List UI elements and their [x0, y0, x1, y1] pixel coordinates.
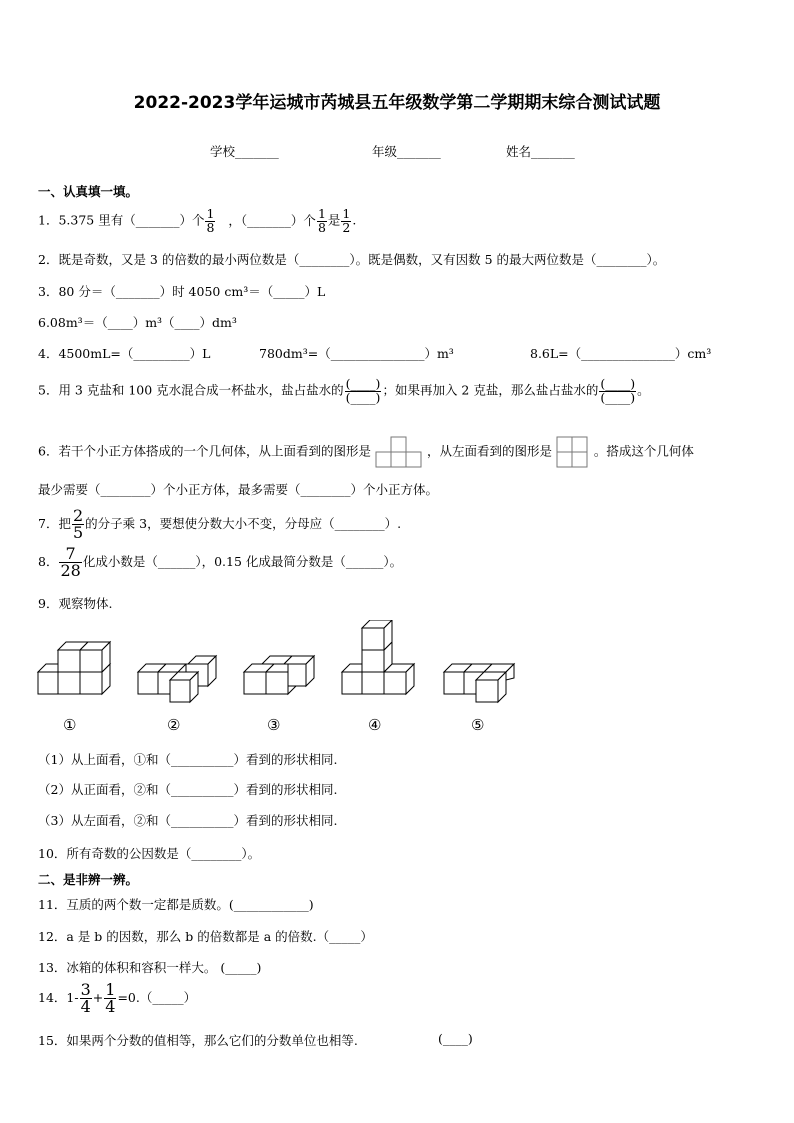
question-9: 9．观察物体. — [38, 596, 113, 611]
question-12: 12．a 是 b 的因数，那么 b 的倍数都是 a 的倍数.（_____） — [38, 929, 373, 944]
question-15-answer: (____) — [438, 1031, 473, 1046]
question-7: 7．把 $\frac{2}{5}$ 的分子乘 3，要想使分数大小不变，分母应（________）. — [38, 506, 402, 542]
name-field: 姓名_______ — [506, 144, 575, 159]
figure-1-cubes — [38, 642, 110, 694]
figure-label-4: ④ — [368, 716, 382, 734]
question-6-line-2: 最少需要（________）个小正方体，最多需要（________）个小正方体。 — [38, 482, 439, 497]
top-view-grid-icon — [375, 436, 423, 468]
figure-label-2: ② — [167, 716, 181, 734]
question-9-1: （1）从上面看，①和（__________）看到的形状相同. — [38, 752, 338, 767]
figure-5-cubes — [444, 664, 514, 702]
grade-field: 年级_______ — [372, 144, 441, 159]
figure-2-cubes — [138, 656, 216, 702]
question-11: 11．互质的两个数一定都是质数。(____________) — [38, 897, 314, 912]
figure-label-5: ⑤ — [471, 716, 485, 734]
question-4-part-3: 8.6L=（_______________）cm³ — [530, 346, 712, 361]
question-14: 14．1- $\frac{3}{4}$ + $\frac{1}{4}$ =0.（_____） — [38, 980, 197, 1016]
question-6-line-1: 6．若干个小正方体搭成的一个几何体，从上面看到的图形是 ，从左面看到的图形是 。搭成这个几何体 — [38, 436, 694, 468]
section-2-heading: 二、是非辨一辨。 — [38, 872, 139, 887]
school-field: 学校_______ — [210, 144, 279, 159]
question-2: 2．既是奇数，又是 3 的倍数的最小两位数是（________）。既是偶数，又有因数 5 的最大两位数是（________）。 — [38, 252, 666, 267]
question-9-3: （3）从左面看，②和（__________）看到的形状相同. — [38, 813, 338, 828]
figure-label-3: ③ — [267, 716, 281, 734]
question-3-line-1: 3．80 分＝（_______）时 4050 cm³＝（_____）L — [38, 284, 326, 299]
question-15: 15．如果两个分数的值相等，那么它们的分数单位也相等. — [38, 1033, 358, 1048]
question-4-part-1: 4．4500mL=（_________）L — [38, 346, 211, 361]
question-9-2: （2）从正面看，②和（__________）看到的形状相同. — [38, 782, 338, 797]
question-5: 5．用 3 克盐和 100 克水混合成一杯盐水，盐占盐水的 $\frac{(\_\_\_\_)}{(\_\_\_\_)}$ ；如果再加入 2 克盐，那么盐占盐水的 $\frac{(\_\_\_\_)}{(\_\_\_\_)}$ 。 — [38, 376, 650, 405]
question-8: 8． $\frac{7}{28}$ 化成小数是（______），0.15 化成最简分数是（______）。 — [38, 544, 403, 580]
figure-3-cubes — [244, 656, 314, 694]
question-10: 10．所有奇数的公因数是（________）。 — [38, 846, 261, 861]
section-1-heading: 一、认真填一填。 — [38, 184, 139, 199]
question-4-part-2: 780dm³=（_______________）m³ — [259, 346, 454, 361]
figure-4-cubes — [342, 620, 414, 694]
question-3-line-2: 6.08m³＝（____）m³（____）dm³ — [38, 315, 237, 330]
question-13: 13．冰箱的体积和容积一样大。 (_____) — [38, 960, 262, 975]
left-view-grid-icon — [556, 436, 590, 468]
page-title: 2022-2023学年运城市芮城县五年级数学第二学期期末综合测试试题 — [133, 93, 661, 113]
question-1: 1．5.375 里有（_______）个 $\frac{1}{8}$ ，（_______）个 $\frac{1}{8}$ 是 $\frac{1}{2}$ . — [38, 206, 357, 235]
figure-label-1: ① — [63, 716, 77, 734]
